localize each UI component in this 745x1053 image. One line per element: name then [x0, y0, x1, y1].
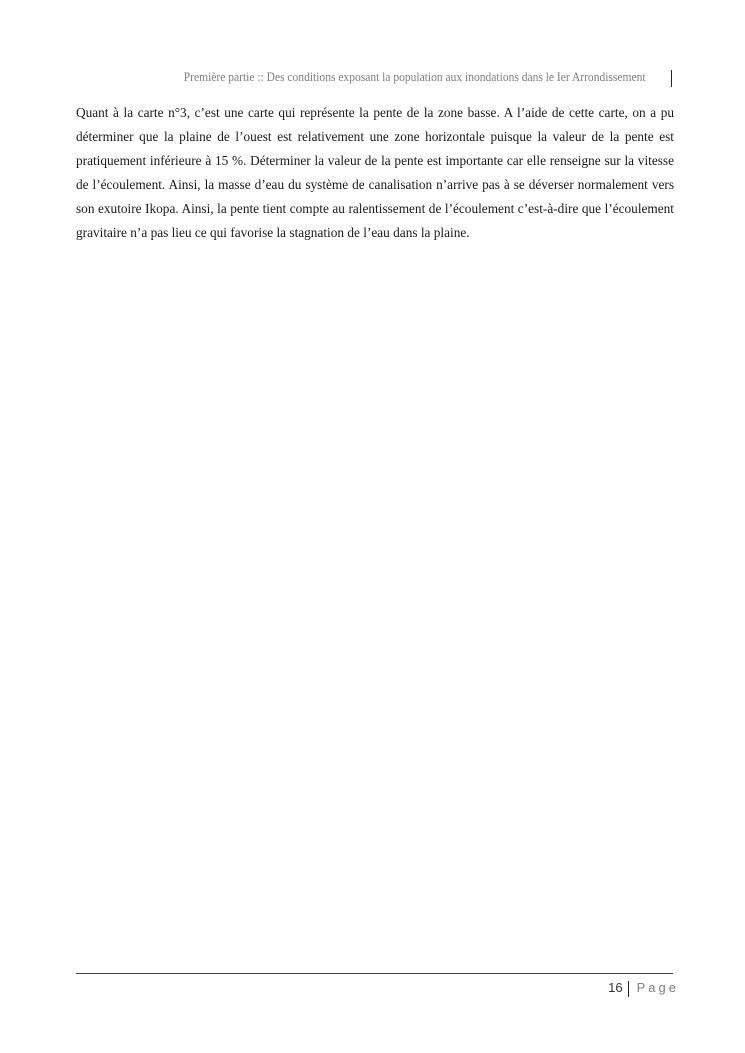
- page-number: 16: [608, 979, 623, 995]
- page-footer: [608, 977, 679, 997]
- header-title: Première partie :: Des conditions exposant la population aux inondations dans le Ier Arrondissement: [184, 70, 646, 84]
- body-paragraph: Quant à la carte n°3, c’est une carte qui représente la pente de la zone basse. A l’aide de cette carte, on a pu déterminer que la plaine de l’ouest est relativement une zone horizontale puisque la valeur de la pente est pratiquement inférieure à 15 %. Déterminer la valeur de la pente est importante car elle renseigne sur la vitesse de l’écoulement. Ainsi, la masse d’eau du système de canalisation n’arrive pas à se déverser normalement vers son exutoire Ikopa. Ainsi, la pente tient compte au ralentissement de l’écoulement c’est-à-dire que l’écoulement gravitaire n’a pas lieu ce qui favorise la stagnation de l’eau dans la plaine.: [76, 105, 674, 241]
- footer-divider: [628, 981, 629, 997]
- running-header: [76, 70, 672, 88]
- footer-rule: [76, 973, 673, 974]
- page-label: Page: [636, 979, 679, 995]
- header-divider: [671, 70, 672, 87]
